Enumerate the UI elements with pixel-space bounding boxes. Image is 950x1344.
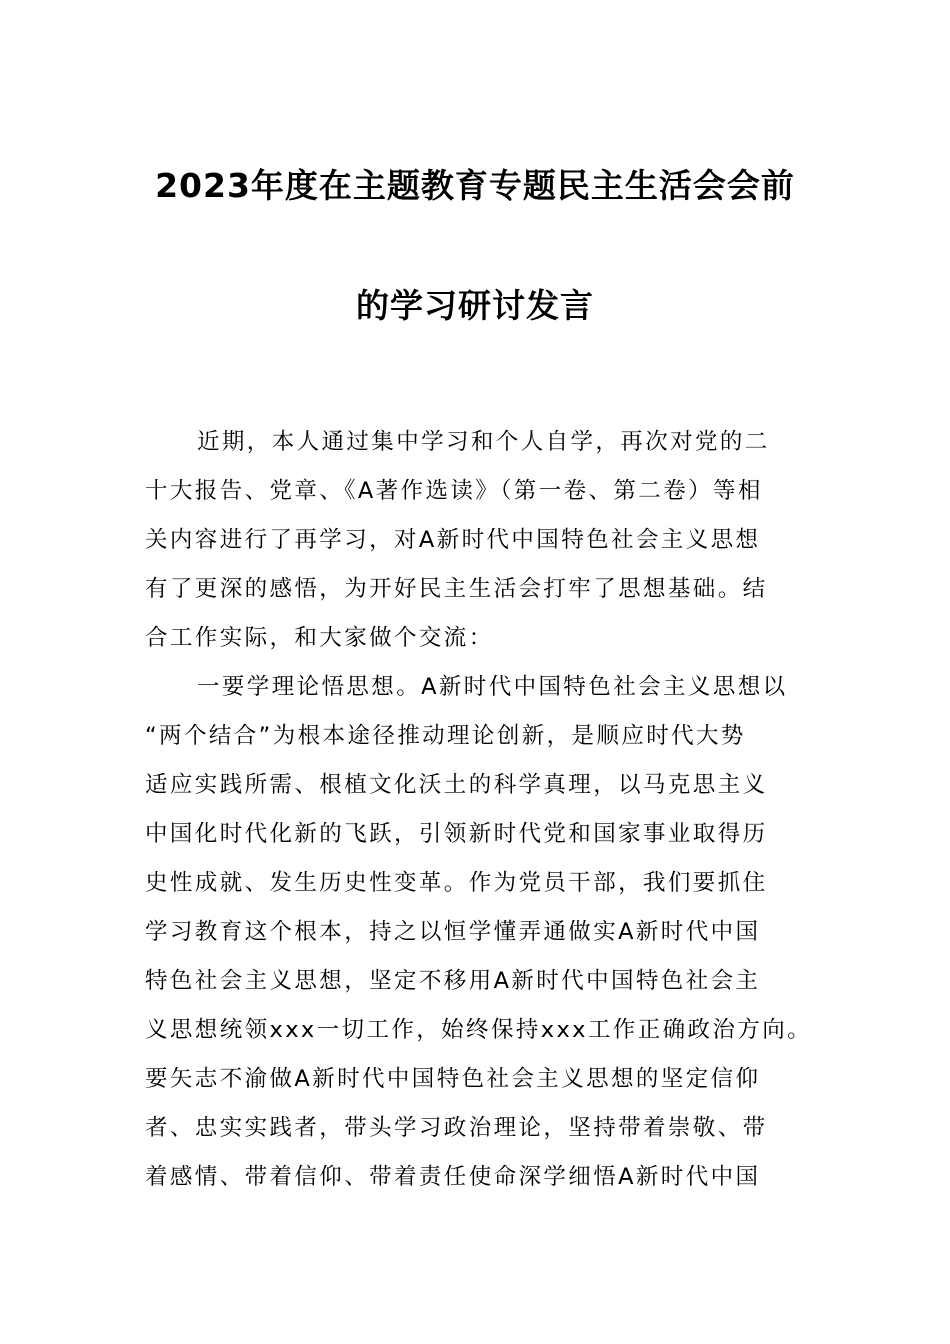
text-line: 适应实践所需、根植文化沃土的科学真理，以马克思主义 [145,772,768,798]
text-line: 要矢志不渝做A新时代中国特色社会主义思想的坚定信仰 [145,1066,761,1092]
text-line: 史性成就、发生历史性变革。作为党员干部，我们要抓住 [145,870,768,896]
text-line: 关内容进行了再学习，对A新时代中国特色社会主义思想 [145,527,761,553]
text-line: 者、忠实实践者，带头学习政治理论，坚持带着崇敬、带 [145,1115,768,1141]
document-title-line-1: 2023年度在主题教育专题民主生活会会前 [155,166,795,205]
document-body [145,418,825,1202]
paragraph-1 [145,418,825,663]
text-line: 义思想统领xxx一切工作，始终保持xxx工作正确政治方向。 [145,1017,812,1043]
text-line: 十大报告、党章、《A著作选读》（第一卷、第二卷）等相 [145,478,763,504]
paragraph-2 [145,663,825,1202]
text-line: 学习教育这个根本，持之以恒学懂弄通做实A新时代中国 [145,919,761,945]
text-line: 近期，本人通过集中学习和个人自学，再次对党的二 [197,429,770,455]
text-line: 特色社会主义思想，坚定不移用A新时代中国特色社会主 [145,968,761,994]
text-line: 合工作实际，和大家做个交流： [145,625,494,651]
text-line: 有了更深的感悟，为开好民主生活会打牢了思想基础。结 [145,576,768,602]
text-line: 中国化时代化新的飞跃，引领新时代党和国家事业取得历 [145,821,768,847]
text-line: 一要学理论悟思想。A新时代中国特色社会主义思想以 [197,674,788,700]
document-title-line-2: 的学习研讨发言 [356,286,594,325]
text-line: “两个结合”为根本途径推动理论创新，是顺应时代大势 [145,723,746,749]
text-line: 着感情、带着信仰、带着责任使命深学细悟A新时代中国 [145,1164,761,1190]
